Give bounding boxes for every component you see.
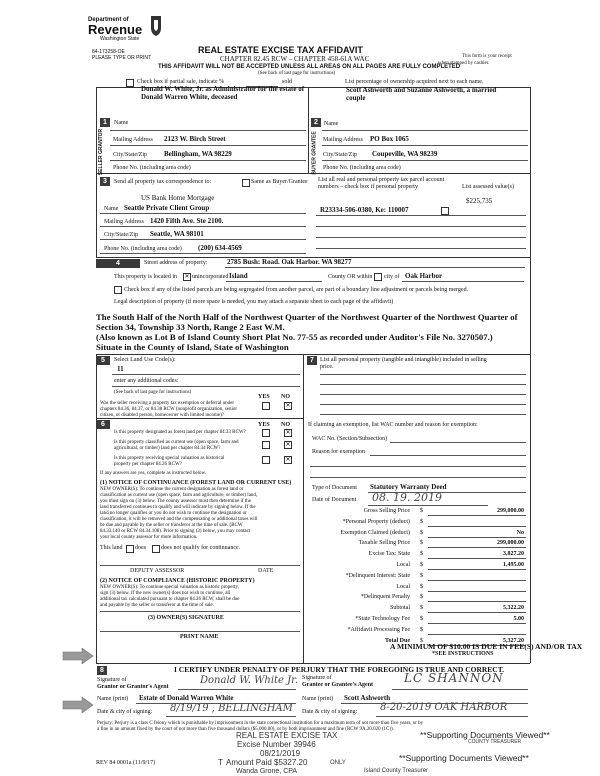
doc-date: 08. 19. 2019 bbox=[372, 491, 442, 504]
tax-line-dollar: $ bbox=[420, 605, 423, 612]
grantor-name: Estate of Donald Warren White bbox=[139, 694, 234, 702]
send-correspondence-label: Send all property tax correspondence to: bbox=[114, 179, 212, 185]
continuance-9: your local county assessor for more information. bbox=[100, 535, 198, 540]
corr-mailing-label: Mailing Address bbox=[104, 219, 144, 225]
tax-line-value: No bbox=[516, 529, 524, 536]
land-does-checkbox[interactable] bbox=[126, 545, 134, 553]
buyer-mailing: PO Box 1065 bbox=[370, 135, 409, 143]
tax-line-value: 3,827.20 bbox=[503, 551, 524, 558]
seller-city: Bellingham, WA 98229 bbox=[164, 150, 232, 158]
owner-signature-label: (3) OWNER(S) SIGNATURE bbox=[148, 615, 224, 621]
section-8-badge: 8 bbox=[97, 666, 107, 675]
seller-name-2: Donald Warren White, deceased bbox=[141, 93, 238, 101]
grantee-name: Scott Ashworth bbox=[344, 694, 391, 702]
section-2-badge: 2 bbox=[311, 118, 321, 127]
stamp-prefix: T bbox=[218, 758, 223, 767]
logo-mark-icon bbox=[148, 14, 164, 38]
grantee-date: 8-20-2019 OAK HARBOR bbox=[380, 702, 508, 713]
continuance-3: you must sign on (3) below. The county assessor must then determine if the bbox=[100, 499, 251, 504]
logo-department: Department of bbox=[88, 17, 129, 23]
form-warning: THIS AFFIDAVIT WILL NOT BE ACCEPTED UNLESS ALL AREAS ON ALL PAGES ARE FULLY COMPLETED bbox=[158, 64, 461, 70]
corr-mailing: 1420 Fifth Ave. Ste 2100. bbox=[150, 217, 224, 225]
city-of-label: city of bbox=[384, 274, 400, 280]
any-yes-note: If any answers are yes, complete as instructed below. bbox=[100, 471, 207, 476]
tax-line-label: *Delinquent Interest: State bbox=[345, 572, 410, 579]
stamp-line-3: 08/21/2019 bbox=[260, 749, 301, 758]
tax-line-label: Local bbox=[396, 562, 410, 568]
corr-city-label: City/State/Zip bbox=[104, 232, 138, 238]
corr-phone-label: Phone No. (including area code) bbox=[104, 246, 182, 252]
personal-property-checkbox-1[interactable] bbox=[441, 207, 449, 215]
land-does-not-label: does not qualify for continuance. bbox=[161, 545, 241, 551]
tax-line-dollar: $ bbox=[420, 551, 423, 558]
form-title: REAL ESTATE EXCISE TAX AFFIDAVIT bbox=[198, 45, 363, 55]
seller-phone-label: Phone No. (including area code) bbox=[113, 165, 191, 171]
seller-city-label: City/State/Zip bbox=[113, 152, 147, 158]
form-chapters: CHAPTER 82.45 RCW – CHAPTER 458-61A WAC bbox=[220, 55, 370, 63]
tax-line-dollar: $ bbox=[420, 562, 423, 568]
print-name-label: PRINT NAME bbox=[180, 634, 219, 640]
continuance-7: be due and payable by the seller or transferor at the time of sale. (RCW bbox=[100, 523, 243, 528]
land-use-see-back: (See back of last page for instructions) bbox=[114, 390, 192, 395]
grantee-date-label: Date & city of signing: bbox=[302, 709, 358, 715]
receipt-note-1: This form is your receipt bbox=[462, 54, 512, 59]
grantor-sig-label-1: Signature of bbox=[97, 677, 127, 683]
supporting-docs-viewed-2: **Supporting Documents Viewed** bbox=[399, 753, 529, 763]
type-or-print: PLEASE TYPE OR PRINT bbox=[92, 55, 152, 61]
tax-line-label: *State Technology Fee bbox=[355, 616, 410, 622]
legal-desc-1: The South Half of the North Half of the Northwest Quarter of the Northwest Quarter of the Northwest Quarter of bbox=[96, 312, 518, 322]
exemption-no-checkbox[interactable]: ✕ bbox=[285, 403, 291, 409]
additional-codes-label: enter any additional codes: bbox=[114, 378, 179, 384]
exemption-question-2: chapters 84.36, 84.37, or 84.38 RCW (nonprofit organization, senior bbox=[100, 407, 238, 412]
historic-1: NEW OWNER(S): To continue special valuation as historic property, bbox=[100, 585, 239, 590]
ownership-label: List percentage of ownership acquired next to each name. bbox=[345, 79, 484, 85]
continuance-4: land transferred continues to qualify and will indicate by signing below. If the bbox=[100, 505, 256, 510]
unincorporated-checkbox[interactable]: ✕ bbox=[184, 274, 190, 280]
segregation-checkbox[interactable] bbox=[114, 286, 122, 294]
tax-line-label: Local bbox=[396, 583, 410, 590]
tax-line-label: Subtotal bbox=[389, 605, 410, 612]
parcels-header-1: List all real and personal property tax parcel account bbox=[318, 177, 445, 183]
seller-mailing: 2123 W. Birch Street bbox=[164, 135, 226, 143]
buyer-name-label: Name bbox=[324, 121, 339, 127]
tax-line-dollar: $ bbox=[420, 529, 423, 536]
tax-line-value: 5,322.20 bbox=[503, 605, 524, 612]
grantee-sig-label-1: Signature of bbox=[302, 675, 332, 681]
supporting-docs-viewed-1: **Supporting Documents Viewed** bbox=[420, 730, 550, 740]
corr-phone: (200) 634-4569 bbox=[198, 244, 242, 252]
receipt-note-2: when stamped by cashier. bbox=[438, 61, 490, 66]
continuance-2: classification as current use (open space, farm and agriculture, or timber) land, bbox=[100, 493, 258, 498]
grantor-date: 8/19/19 , BELLINGHAM bbox=[170, 703, 293, 714]
tax-line-dollar: $ bbox=[420, 616, 423, 622]
section-3-badge: 3 bbox=[100, 177, 110, 186]
continuance-5: land no longer qualifies or you do not wish to continue the designation or bbox=[100, 511, 247, 516]
continuance-8: 84.33.140 or RCW 84.34.108). Prior to signing (3) below, you may contact bbox=[100, 529, 251, 534]
tax-line-label: Gross Selling Price bbox=[363, 508, 410, 514]
buyer-mailing-label: Mailing Address bbox=[323, 137, 363, 143]
tax-line-dollar: $ bbox=[420, 594, 423, 601]
seller-name-1: Donald W. White, Jr. as Administrator for the estate of bbox=[141, 85, 305, 93]
legal-desc-3: (Also known as Lot B of Island County Short Plat No. 77-55 as recorded under Auditor's File No. 3270507.) bbox=[96, 332, 493, 342]
logo-revenue: Revenue bbox=[88, 22, 143, 37]
forest-land-question: Is this property designated as forest land per chapter 84.33 RCW? bbox=[114, 430, 246, 435]
personal-property-label-1: List all personal property (tangible and intangible) included in selling bbox=[320, 357, 487, 363]
segregation-label: Check box if any of the listed parcels are being segregated from another parcel, are part of a boundary line adjustment or parcels being merged. bbox=[124, 287, 469, 293]
tax-line-value: 5.00 bbox=[513, 616, 524, 622]
exemption-yes-checkbox[interactable] bbox=[262, 402, 270, 410]
current-use-yes-checkbox[interactable] bbox=[262, 441, 270, 449]
continuance-title: (1) NOTICE OF CONTINUANCE (FOREST LAND OR CURRENT USE) bbox=[100, 480, 292, 486]
historic-2: sign (3) below. If the new owner(s) does not wish to continue, all bbox=[100, 591, 231, 596]
reason-label: Reason for exemption bbox=[312, 449, 365, 455]
buyer-side-label: BUYER GRANTEE bbox=[312, 131, 318, 175]
tax-line-value: 1,495.00 bbox=[503, 562, 524, 568]
tax-line-value: 5,327.20 bbox=[503, 637, 524, 644]
tax-line-label: Excise Tax: State bbox=[368, 551, 410, 558]
legal-desc-label: Legal description of property (if more space is needed, you may attach a separate sheet to each page of the affidavit) bbox=[114, 299, 394, 305]
current-use-question-2: agricultural, or timber) land per chapter 84.34 RCW? bbox=[114, 446, 221, 451]
exemption-claim-label: If claiming an exemption, list WAC number and reason for exemption: bbox=[308, 422, 478, 428]
tax-line-label: *Affidavit Processing Fee bbox=[347, 626, 410, 633]
historic-yes-checkbox[interactable] bbox=[262, 456, 270, 464]
tax-line-dollar: $ bbox=[420, 583, 423, 590]
section-6-badge: 6 bbox=[96, 420, 110, 429]
assessed-value: $225,735 bbox=[466, 197, 493, 205]
rev-code: REV 84 0001a (11/9/17) bbox=[96, 760, 156, 766]
corr-city: Seattle, WA 98101 bbox=[150, 230, 204, 238]
land-use-label: Select Land Use Code(s): bbox=[114, 357, 176, 363]
tax-line-value: 299,000.00 bbox=[497, 540, 524, 547]
corr-name: Seattle Private Client Group bbox=[124, 204, 210, 212]
buyer-city: Coupeville, WA 98239 bbox=[372, 150, 438, 158]
tax-line-value: 299,000.00 bbox=[497, 508, 524, 514]
doc-type: Statutory Warranty Deed bbox=[370, 483, 447, 491]
stamp-county-treasurer: COUNTY TREASURER bbox=[468, 739, 522, 745]
grantor-signature: Donald W. White Jr. bbox=[200, 675, 299, 686]
assessed-label: List assessed value(s) bbox=[462, 184, 514, 190]
stamp-line-4: Amount Paid $5327.20 bbox=[226, 758, 308, 767]
form-code: 84-173258-OE bbox=[92, 49, 125, 55]
grantee-sig-label-2: Grantee or Grantee's Agent bbox=[302, 682, 374, 688]
county-name: Island bbox=[229, 272, 248, 280]
section-4-badge: 4 bbox=[96, 259, 140, 268]
city-of-checkbox[interactable] bbox=[374, 273, 382, 281]
s6-no-header: NO bbox=[281, 422, 290, 428]
tax-line-dollar: $ bbox=[420, 540, 423, 547]
arrow-icon bbox=[62, 648, 94, 664]
wac-label: WAC No. (Section/Subsection) bbox=[312, 436, 388, 442]
grantor-name-label: Name (print) bbox=[97, 696, 129, 702]
perjury-note-1: Perjury: Perjury is a class C felony which is punishable by imprisonment in the state correctional institution for a maximum term of not more than five years, or by bbox=[97, 721, 424, 726]
parcels-header-2: numbers – check box if personal property bbox=[318, 184, 418, 190]
section-5-badge: 5 bbox=[96, 356, 110, 365]
stamp-line-6: Island County Treasurer bbox=[364, 768, 429, 774]
tax-line-dollar: $ bbox=[420, 508, 423, 514]
buyer-phone-label: Phone No. (including area code) bbox=[323, 165, 401, 171]
tax-line-label: Taxable Selling Price bbox=[358, 540, 410, 547]
arrow-icon bbox=[62, 697, 94, 713]
seller-mailing-label: Mailing Address bbox=[113, 137, 153, 143]
tax-line-dollar: $ bbox=[420, 626, 423, 633]
certify-statement: I CERTIFY UNDER PENALTY OF PERJURY THAT THE FOREGOING IS TRUE AND CORRECT. bbox=[174, 665, 505, 674]
historic-question-1: Is this property receiving special valuation as historical bbox=[114, 456, 225, 461]
land-use-code: 11 bbox=[117, 365, 124, 373]
this-land-label: This land bbox=[100, 545, 123, 551]
grantee-name-label: Name (print) bbox=[302, 696, 334, 702]
seller-side-label: SELLER GRANTOR bbox=[98, 128, 104, 176]
correspondence-line-1: US Bank Home Mortgage bbox=[141, 194, 215, 202]
buyer-name-2: couple bbox=[346, 94, 366, 102]
continuance-6: classification, it will be removed and the compensating or additional taxes will bbox=[100, 517, 258, 522]
stamp-line-2: Excise Number 39946 bbox=[237, 740, 316, 749]
partial-sale-checkbox[interactable] bbox=[126, 79, 134, 87]
grantee-signature: LC SHANNON bbox=[404, 671, 504, 685]
current-use-question-1: Is this property classified as current use (open space, farm and bbox=[114, 440, 239, 445]
legal-desc-2: Section 34, Township 33 North, Range 2 East W.M. bbox=[96, 322, 285, 332]
tax-line-label: Total Due bbox=[385, 637, 410, 644]
historic-no-checkbox[interactable]: ✕ bbox=[285, 457, 291, 463]
parcel-number: R23334-506-0380, Ke: 110007 bbox=[320, 206, 409, 214]
land-does-label: does bbox=[135, 545, 146, 551]
minimum-note-2: *SEE INSTRUCTIONS bbox=[432, 651, 494, 657]
land-does-not-checkbox[interactable] bbox=[152, 545, 160, 553]
historic-title: (2) NOTICE OF COMPLIANCE (HISTORIC PROPERTY) bbox=[100, 578, 255, 584]
seller-name-label: Name bbox=[114, 120, 129, 126]
continuance-1: NEW OWNER(S): To continue the current designation as forest land or bbox=[100, 487, 244, 492]
buyer-city-label: City/State/Zip bbox=[323, 152, 357, 158]
partial-sale-sold: sold bbox=[282, 79, 293, 85]
tax-line-label: *Delinquent Penalty bbox=[360, 594, 410, 601]
stamp-line-1: REAL ESTATE EXCISE TAX bbox=[236, 731, 338, 740]
tax-line-dollar: $ bbox=[420, 518, 423, 525]
minimum-note-1: A MINIMUM OF $10.00 IS DUE IN FEE(S) AND/OR TAX bbox=[390, 642, 583, 651]
forest-yes-checkbox[interactable] bbox=[262, 429, 270, 437]
tax-line-dollar: $ bbox=[420, 572, 423, 579]
deputy-date-label: DATE bbox=[258, 568, 274, 574]
legal-desc-4: Situate in the County of Island, State of Washington bbox=[96, 342, 289, 352]
form-see-back: (See back of last page for instructions) bbox=[258, 71, 336, 76]
exemption-question-1: Was the seller receiving a property tax exemption or deferral under bbox=[100, 401, 234, 406]
street-address: 2785 Bush: Road. Oak Harbor. WA 98277 bbox=[227, 258, 352, 266]
stamp-only: ONLY bbox=[330, 760, 346, 766]
s6-yes-header: YES bbox=[258, 422, 270, 428]
perjury-note-2: a fine in an amount fixed by the court of not more than five thousand dollars ($5,000.00), or by both imprisonment and fine (RCW 9A.20.020 (1C)). bbox=[97, 727, 394, 732]
section-7-badge: 7 bbox=[307, 356, 317, 365]
historic-4: and payable by the seller or transferor at the time of sale. bbox=[100, 603, 214, 608]
doc-type-label: Type of Document bbox=[312, 485, 357, 491]
section-1-badge: 1 bbox=[100, 118, 110, 127]
deputy-assessor-label: DEPUTY ASSESSOR bbox=[130, 568, 185, 574]
county-or-within: County OR within bbox=[328, 274, 373, 280]
personal-property-label-2: price. bbox=[320, 364, 334, 370]
tax-line-dollar: $ bbox=[420, 637, 423, 644]
city-name: Oak Harbor bbox=[405, 272, 443, 280]
partial-sale-label: Check box if partial sale, indicate % bbox=[137, 79, 225, 85]
unincorporated-label: unincorporated bbox=[192, 274, 229, 280]
tax-line-label: Exemption Claimed (deduct) bbox=[340, 529, 410, 536]
exemption-question-3: citizen, or disabled person, homeowner with limited income)? bbox=[100, 413, 224, 418]
located-label: This property is located in bbox=[114, 274, 177, 280]
grantor-date-label: Date & city of signing: bbox=[97, 709, 153, 715]
s5-yes-header: YES bbox=[258, 394, 270, 400]
current-use-no-checkbox[interactable]: ✕ bbox=[285, 442, 291, 448]
same-as-buyer-checkbox[interactable] bbox=[242, 179, 250, 187]
tax-line-label: *Personal Property (deduct) bbox=[342, 518, 410, 525]
historic-3: additional tax calculated pursuant to chapter 84.26 RCW, shall be due bbox=[100, 597, 240, 602]
street-label: Street address of property: bbox=[144, 260, 208, 266]
doc-date-label: Date of Document bbox=[312, 497, 357, 503]
forest-no-checkbox[interactable]: ✕ bbox=[285, 430, 291, 436]
corr-name-label: Name bbox=[104, 206, 119, 212]
same-as-buyer-label: Same as Buyer/Grantee bbox=[251, 179, 308, 185]
historic-question-2: property per chapter 84.26 RCW? bbox=[114, 462, 182, 467]
buyer-name-1: Scott Ashworth and Suzanne Ashworth, a married bbox=[346, 86, 497, 94]
logo-state: Washington State bbox=[100, 36, 140, 42]
stamp-line-5: Wanda Grone, CPA bbox=[236, 768, 298, 775]
grantor-sig-label-2: Grantor or Grantor's Agent bbox=[97, 684, 169, 690]
s5-no-header: NO bbox=[281, 394, 290, 400]
